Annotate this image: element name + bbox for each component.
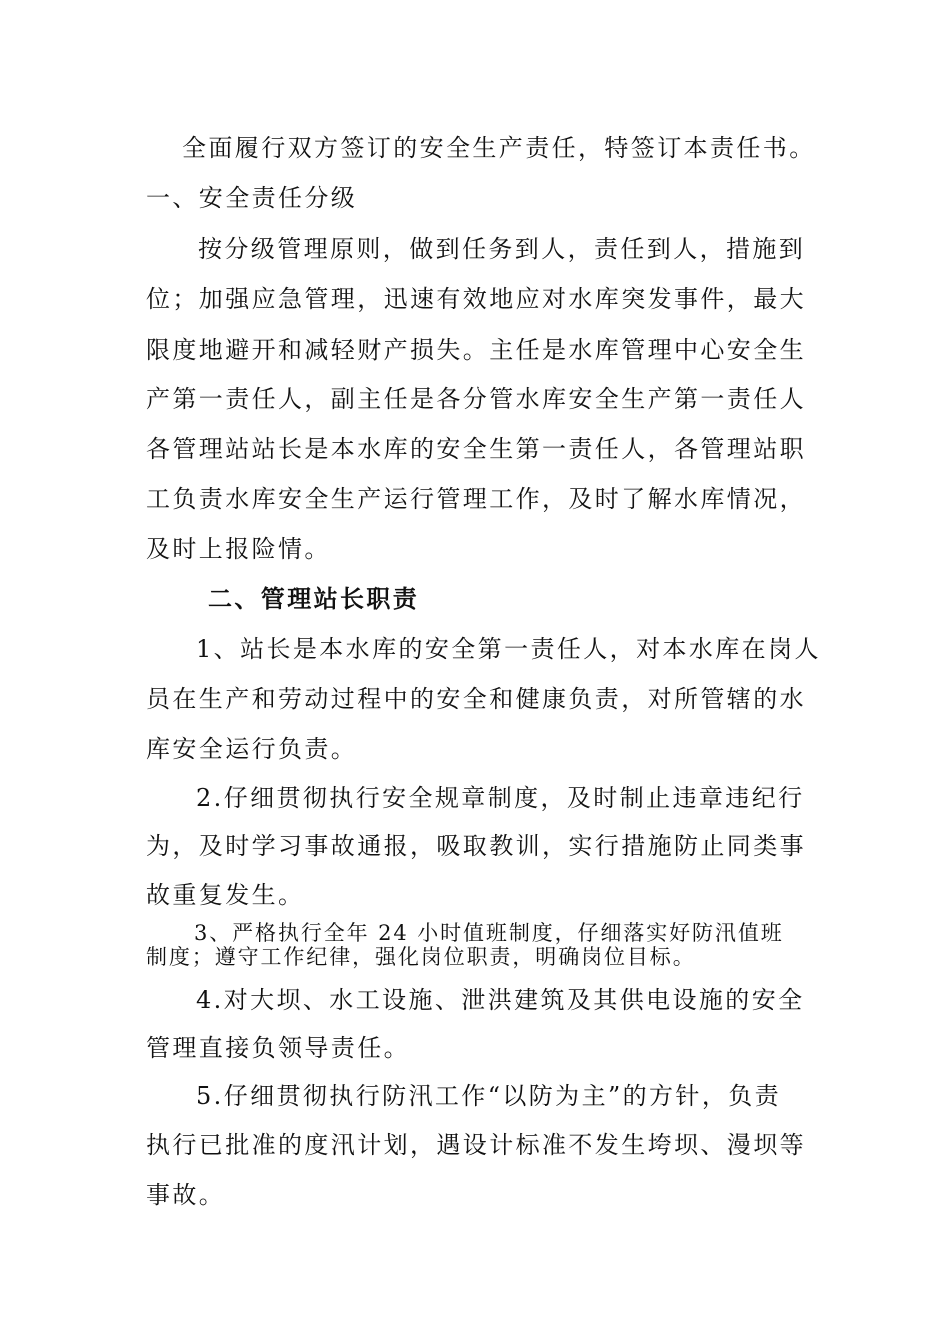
item2-line: 为，及时学习事故通报，吸取教训，实行措施防止同类事 — [146, 832, 806, 860]
section1-line: 及时上报险情。 — [146, 535, 331, 563]
intro-line: 全面履行双方签订的安全生产责任，特签订本责任书。 — [182, 134, 816, 162]
item1-line: 员在生产和劳动过程中的安全和健康负责，对所管辖的水 — [146, 685, 806, 713]
item5-line: 执行已批准的度汛计划，遇设计标准不发生垮坝、漫坝等 — [146, 1131, 806, 1159]
item3-line: 3、严格执行全年 24 小时值班制度，仔细落实好防汛值班 — [194, 921, 784, 945]
item2-line: 故重复发生。 — [146, 881, 305, 909]
section1-line: 工负责水库安全生产运行管理工作，及时了解水库情况， — [146, 485, 806, 513]
item5-line: 事故。 — [146, 1181, 226, 1209]
section1-line: 产第一责任人，副主任是各分管水库安全生产第一责任人 — [146, 385, 806, 413]
section1-line: 限度地避开和减轻财产损失。主任是水库管理中心安全生 — [146, 336, 806, 364]
item5-line: 5.仔细贯彻执行防汛工作“以防为主”的方针，负责 — [196, 1082, 782, 1110]
section2-heading: 二、管理站长职责 — [208, 584, 420, 613]
item2-line: 2.仔细贯彻执行安全规章制度，及时制止违章违纪行 — [196, 784, 805, 812]
section1-heading: 一、安全责任分级 — [146, 184, 358, 212]
section1-line: 位；加强应急管理，迅速有效地应对水库突发事件，最大 — [146, 285, 806, 313]
item3-line: 制度；遵守工作纪律，强化岗位职责，明确岗位目标。 — [146, 945, 696, 969]
item1-line: 1、站长是本水库的安全第一责任人，对本水库在岗人 — [196, 635, 821, 663]
section1-line: 各管理站站长是本水库的安全生第一责任人，各管理站职 — [146, 435, 806, 463]
item4-line: 4.对大坝、水工设施、泄洪建筑及其供电设施的安全 — [196, 986, 805, 1014]
item1-line: 库安全运行负责。 — [146, 735, 358, 763]
section1-line: 按分级管理原则，做到任务到人，责任到人，措施到 — [198, 235, 806, 263]
item4-line: 管理直接负领导责任。 — [146, 1034, 410, 1062]
